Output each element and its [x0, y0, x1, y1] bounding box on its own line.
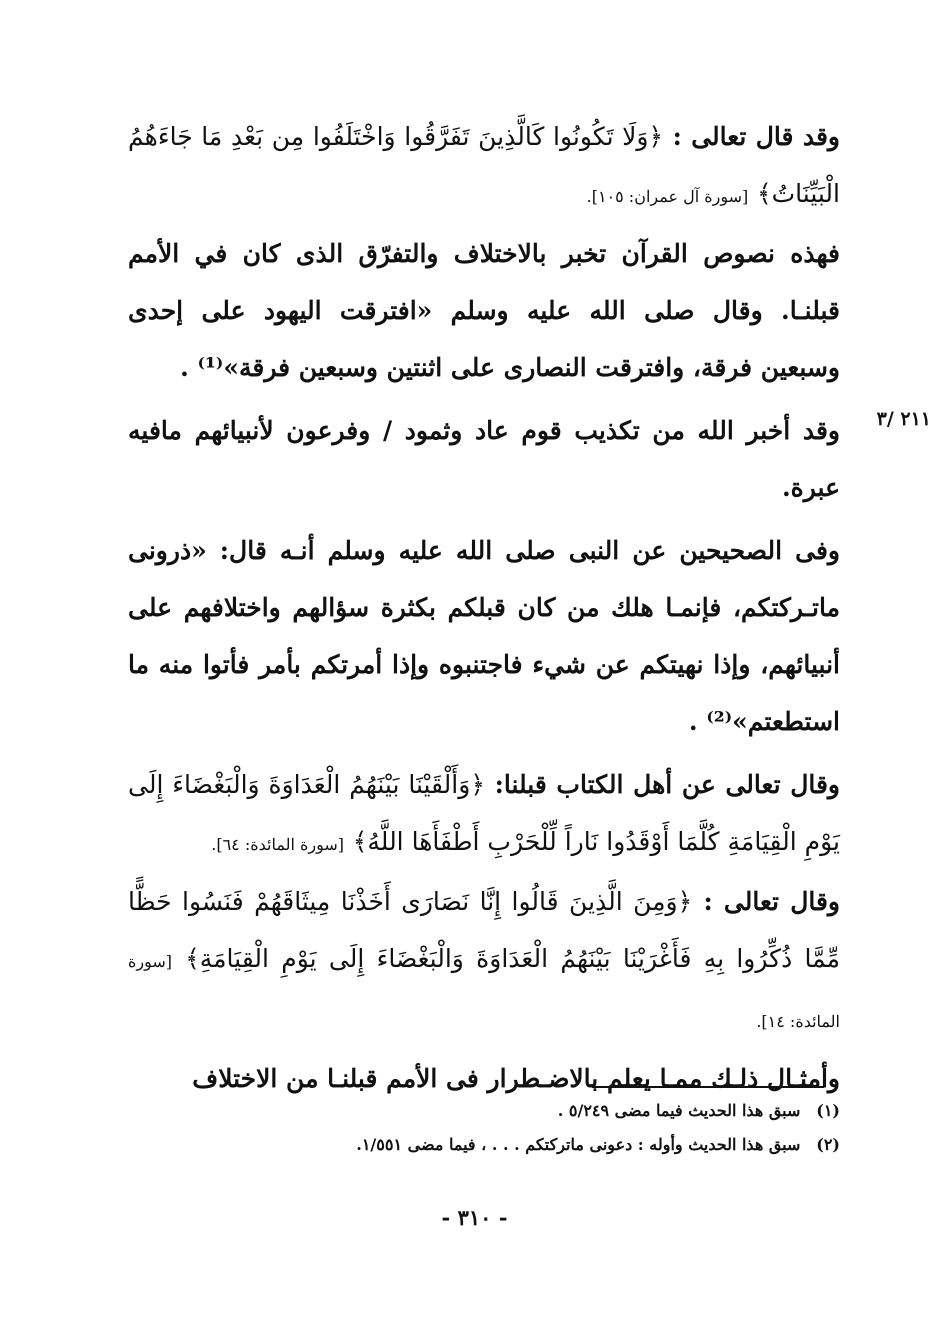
paragraph-intro: وقال تعالى عن أهل الكتاب قبلنا: — [494, 770, 840, 799]
quran-verse: ﴿وَلَا تَكُونُوا كَالَّذِينَ تَفَرَّقُوا وَاخْتَلَفُوا مِن بَعْدِ مَا جَاءَهُمُ الْبَيِّنَاتُ﴾ — [128, 122, 840, 208]
paragraph-sahihayn-hadith: وفى الصحيحين عن النبى صلى الله عليه وسلم أنـه قال: «ذرونى ماتـركتكم، فإنمـا هلك من كان قبلكم بكثرة سؤالهم واختلافهم على أنبيائهم، وإذا نهيتكم عن شيء فاجتنبوه وإذا أمرتكم بأمر فأتوا منه ما استطعتم»⁽²⁾ . — [128, 536, 840, 736]
surah-reference: [سورة المائدة: ١٤]. — [128, 952, 840, 1031]
footnote-divider — [592, 1086, 824, 1088]
margin-volume-page-reference: ٢١١ /٣ — [876, 408, 931, 430]
footnote-1 — [200, 1094, 840, 1128]
footnote-text: سبق هذا الحديث وأوله : دعونى ماتركتكم . . . ، فيما مضى ١/٥٥١. — [356, 1135, 801, 1154]
footnote-number: (١) — [816, 1101, 840, 1120]
paragraph-ad-thamud: وقد أخبر الله من تكذيب قوم عاد وثمود / وفرعون لأنبيائهم مافيه عبرة. — [128, 416, 840, 502]
quran-verse: ﴿وَمِنَ الَّذِينَ قَالُوا إِنَّا نَصَارَى أَخَذْنَا مِيثَاقَهُمْ فَنَسُوا حَظًّا مِّمَّا ذُكِّرُوا بِهِ فَأَغْرَيْنَا بَيْنَهُمُ الْعَدَاوَةَ وَالْبَغْضَاءَ إِلَى يَوْمِ الْقِيَامَةِ﴾ — [128, 887, 840, 973]
paragraph-intro: وقد قال تعالى : — [672, 122, 840, 151]
page-number: - ٣١٠ - — [441, 1205, 508, 1230]
footnote-2 — [200, 1128, 840, 1162]
paragraph-intro: وقال تعالى : — [703, 887, 841, 916]
surah-reference: [سورة المائدة: ٦٤]. — [211, 835, 345, 854]
paragraph-sects-hadith: فهذه نصوص القرآن تخبر بالاختلاف والتفرّق الذى كان في الأمم قبلنـا. وقال صلى الله عليه وسلم «افترقت اليهود على إحدى وسبعين فرقة، وافترقت النصارى على اثنتين وسبعين فرقة»⁽¹⁾ . — [128, 239, 840, 382]
paragraph-quran-al-imran — [128, 108, 840, 225]
footnote-number: (٢) — [816, 1135, 840, 1154]
main-text — [128, 108, 840, 1107]
footnotes — [200, 1094, 840, 1162]
surah-reference: [سورة آل عمران: ١٠٥]. — [586, 187, 749, 206]
paragraph-quran-maidah-14 — [128, 873, 840, 1050]
paragraph-quran-maidah-64 — [128, 756, 840, 873]
quran-verse: ﴿وَأَلْقَيْنَا بَيْنَهُمُ الْعَدَاوَةَ وَالْبَغْضَاءَ إِلَى يَوْمِ الْقِيَامَةِ كُلَّمَا أَوْقَدُوا نَاراً لِّلْحَرْبِ أَطْفَأَهَا اللَّهُ﴾ — [128, 770, 840, 856]
paragraph-closing: وأمثـال ذلـك ممـا يعلم بالاضـطرار فى الأمم قبلنـا من الاختلاف — [192, 1064, 840, 1093]
footnote-text: سبق هذا الحديث فيما مضى ٥/٢٤٩ . — [557, 1101, 801, 1120]
